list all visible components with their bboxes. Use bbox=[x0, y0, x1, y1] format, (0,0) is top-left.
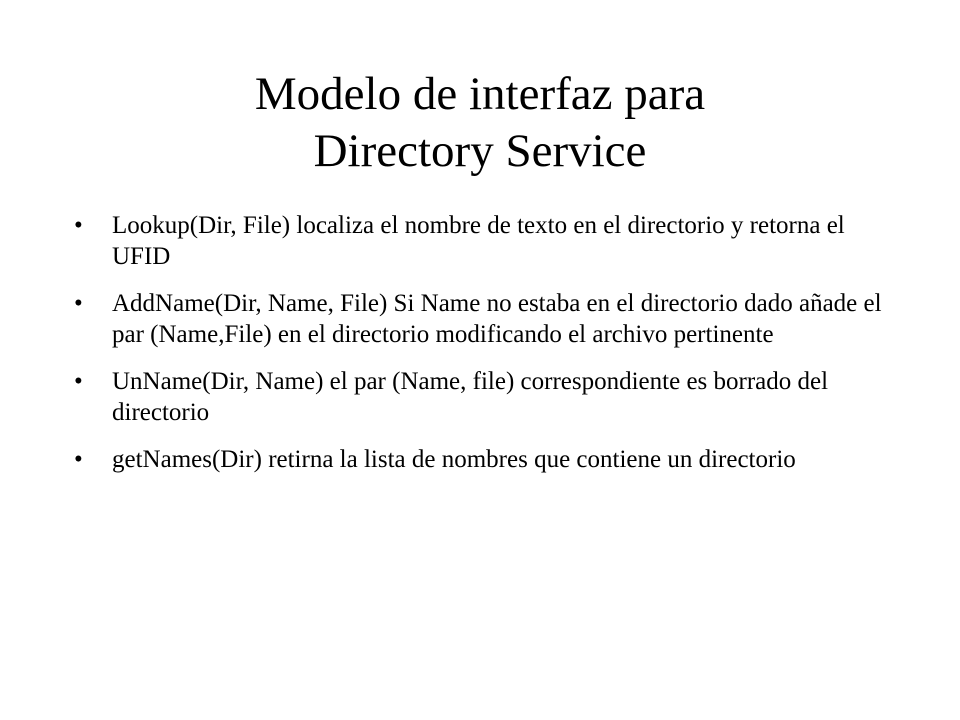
bullet-item-unname bbox=[72, 366, 902, 428]
bullet-text: AddName(Dir, Name, File) Si Name no estaba en el directorio dado añade el par (Name,File) en el directorio modificando el archivo pertinente bbox=[112, 290, 882, 348]
bullet-item-getnames bbox=[72, 444, 902, 475]
bullet-marker: • bbox=[74, 446, 83, 473]
bullet-marker: • bbox=[74, 290, 83, 317]
slide-title bbox=[72, 66, 888, 181]
bullet-list bbox=[72, 210, 902, 491]
bullet-text: getNames(Dir) retirna la lista de nombres que contiene un directorio bbox=[112, 446, 796, 473]
bullet-text: Lookup(Dir, File) localiza el nombre de texto en el directorio y retorna el UFID bbox=[112, 212, 845, 270]
slide-title-line-2: Directory Service bbox=[313, 125, 647, 178]
bullet-text: UnName(Dir, Name) el par (Name, file) correspondiente es borrado del directorio bbox=[112, 368, 829, 426]
bullet-marker: • bbox=[74, 212, 83, 239]
bullet-marker: • bbox=[74, 368, 83, 395]
slide-title-line-1: Modelo de interfaz para bbox=[254, 68, 706, 120]
bullet-item-addname bbox=[72, 288, 902, 350]
bullet-item-lookup bbox=[72, 210, 902, 272]
